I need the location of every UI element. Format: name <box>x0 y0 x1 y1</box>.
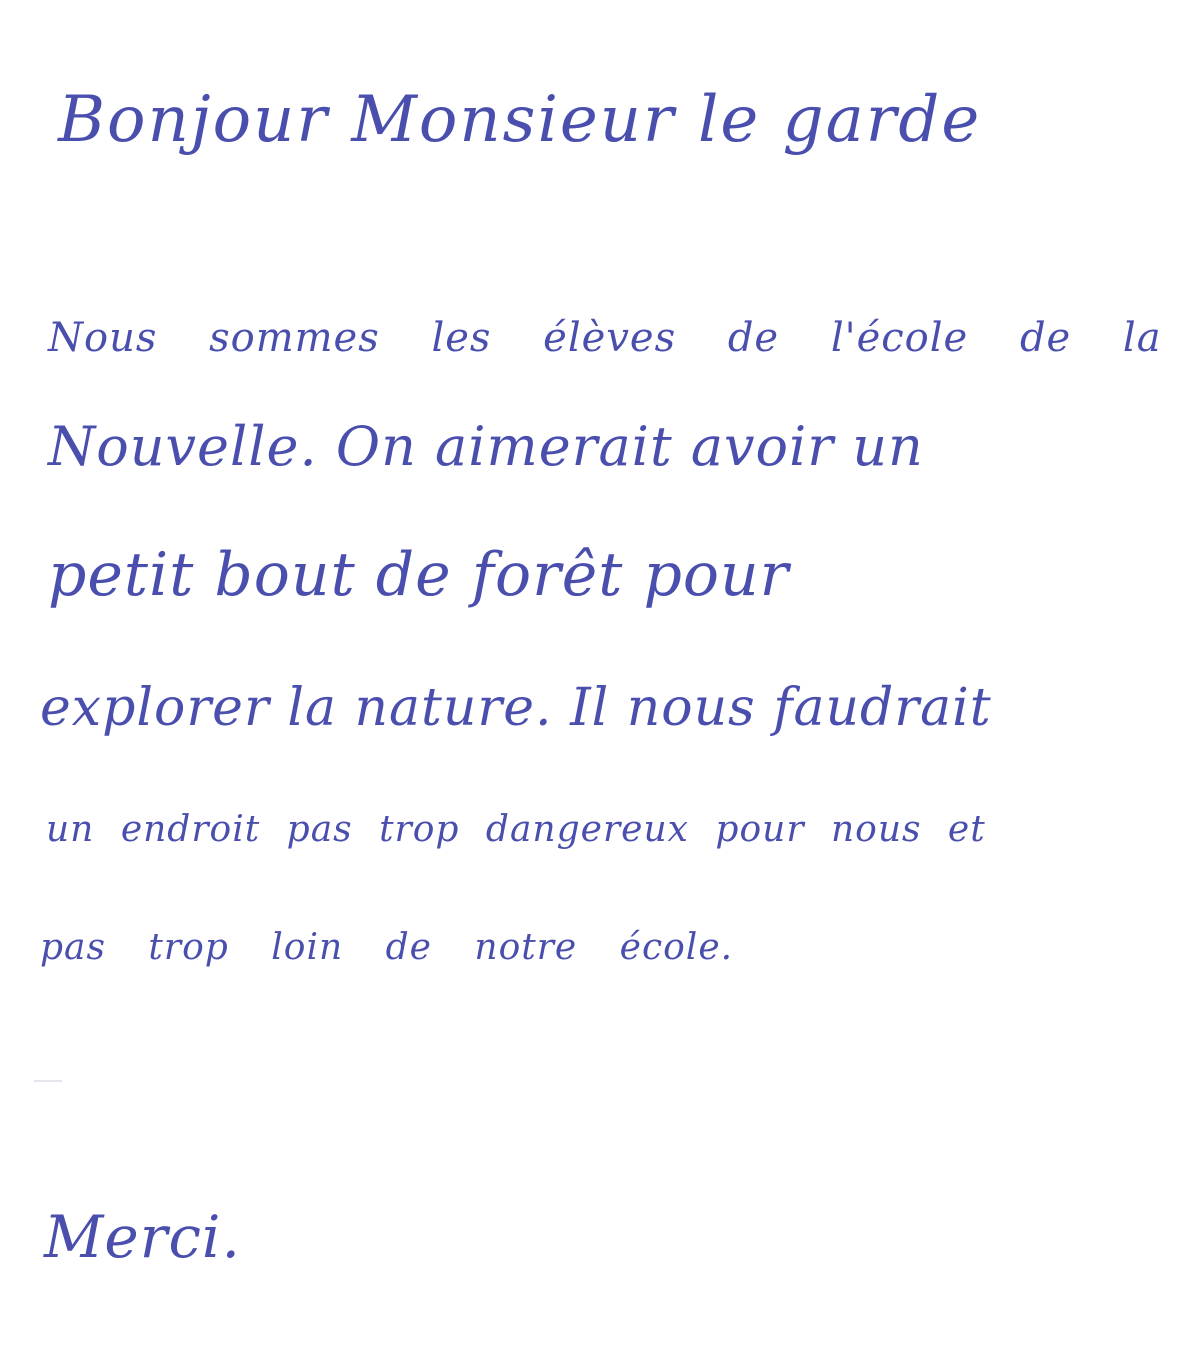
letter-greeting: Bonjour Monsieur le garde <box>58 83 982 157</box>
letter-line-2: Nouvelle. On aimerait avoir un <box>48 415 924 478</box>
letter-line-4: explorer la nature. Il nous faudrait <box>40 678 992 738</box>
letter-line-5: un endroit pas trop dangereux pour nous et <box>46 809 986 850</box>
letter-line-3: petit bout de forêt pour <box>48 540 790 610</box>
letter-closing: Merci. <box>44 1203 241 1271</box>
paper-smudge <box>34 1080 62 1082</box>
letter-line-6: pas trop loin de notre école. <box>40 927 734 968</box>
letter-line-1: Nous sommes les élèves de l'école de la <box>48 315 1162 361</box>
